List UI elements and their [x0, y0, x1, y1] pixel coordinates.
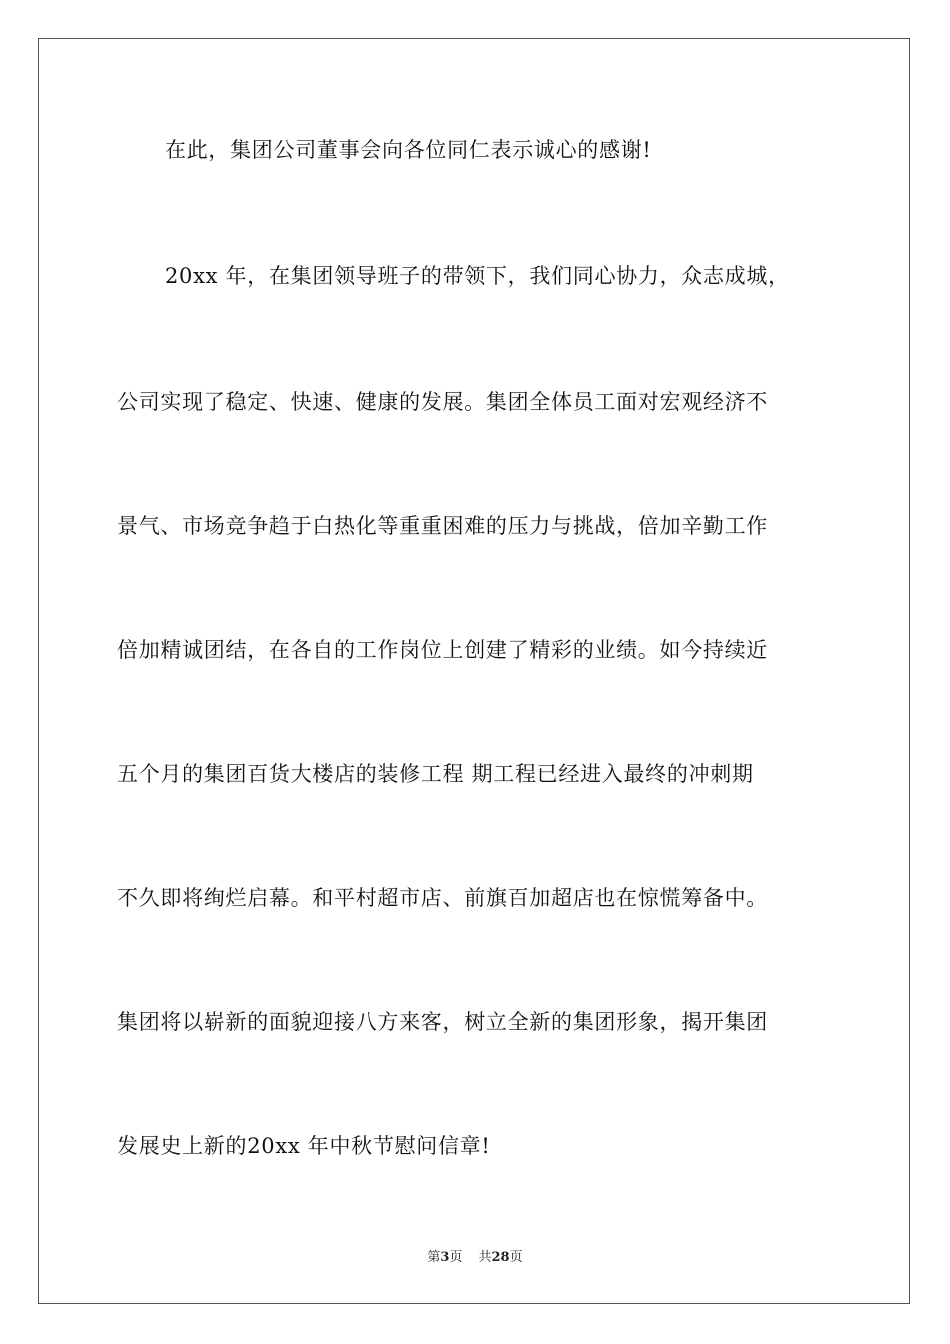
paragraph-line-4: 景气、市场竞争趋于白热化等重重困难的压力与挑战，倍加辛勤工作	[117, 514, 768, 538]
paragraph-line-2: 20xx 年，在集团领导班子的带领下，我们同心协力，众志成城，	[165, 264, 790, 288]
page-suffix: 页	[449, 1250, 463, 1265]
paragraph-line-6: 五个月的集团百货大楼店的装修工程 期工程已经进入最终的冲刺期	[117, 762, 754, 786]
paragraph-line-5: 倍加精诚团结，在各自的工作岗位上创建了精彩的业绩。如今持续近	[117, 638, 768, 662]
page-prefix: 第	[427, 1250, 441, 1265]
page-total: 28	[491, 1250, 510, 1265]
paragraph-line-7: 不久即将绚烂启幕。和平村超市店、前旗百加超店也在惊慌筹备中。	[117, 886, 768, 910]
page-footer	[0, 1246, 950, 1265]
total-suffix: 页	[509, 1250, 523, 1265]
page-border	[38, 38, 910, 1304]
paragraph-line-8: 集团将以崭新的面貌迎接八方来客，树立全新的集团形象，揭开集团	[117, 1010, 768, 1034]
total-prefix: 共	[478, 1250, 492, 1265]
page-current: 3	[440, 1250, 450, 1265]
paragraph-line-9: 发展史上新的20xx 年中秋节慰问信章!	[117, 1134, 491, 1158]
paragraph-line-1: 在此，集团公司董事会向各位同仁表示诚心的感谢!	[165, 138, 652, 162]
paragraph-line-3: 公司实现了稳定、快速、健康的发展。集团全体员工面对宏观经济不	[117, 390, 768, 414]
